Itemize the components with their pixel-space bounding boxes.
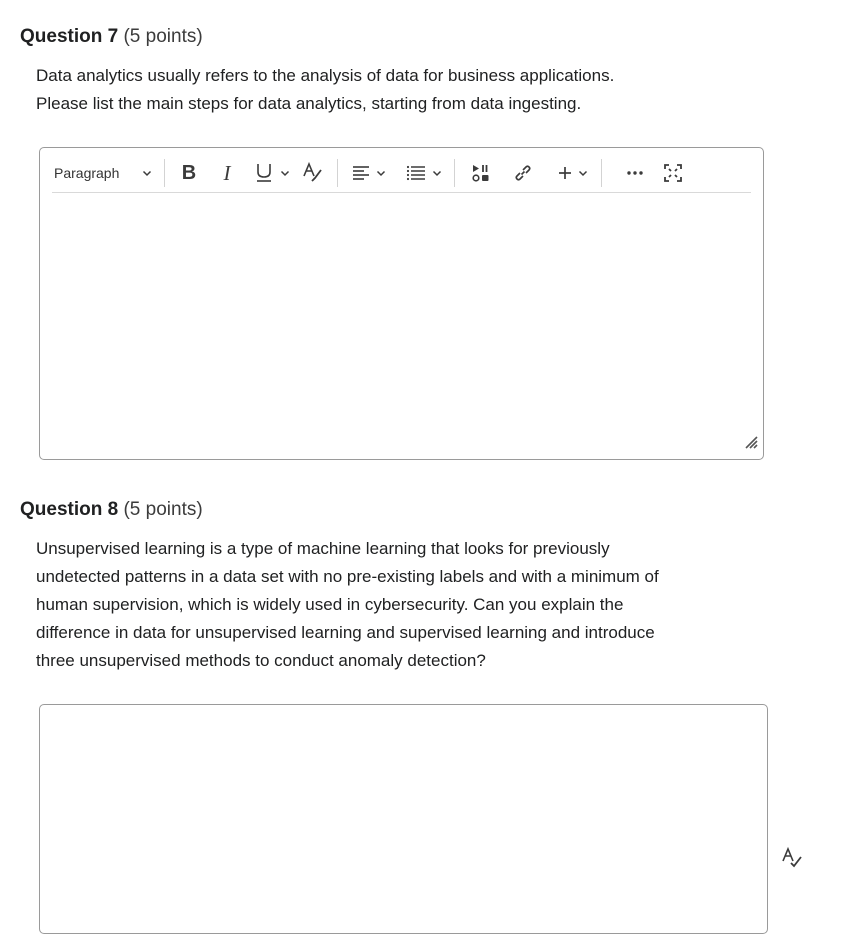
toolbar-divider	[337, 159, 338, 187]
bold-button[interactable]	[169, 158, 209, 188]
underline-button[interactable]	[249, 158, 295, 188]
question-8-answer-editor[interactable]	[39, 704, 768, 934]
prompt-line: difference in data for unsupervised learning and supervised learning and introduce	[36, 623, 655, 642]
chevron-down-icon	[432, 168, 442, 178]
more-icon	[626, 170, 644, 176]
prompt-line: Please list the main steps for data analytics, starting from data ingesting.	[36, 94, 582, 113]
list-icon	[406, 165, 426, 181]
prompt-line: three unsupervised methods to conduct anomaly detection?	[36, 651, 486, 670]
chevron-down-icon	[142, 168, 152, 178]
format-dropdown[interactable]	[52, 158, 158, 188]
toolbar-divider	[454, 159, 455, 187]
toolbar-divider	[601, 159, 602, 187]
question-7-points: (5 points)	[123, 26, 203, 47]
more-options-button[interactable]	[616, 158, 654, 188]
fullscreen-icon	[663, 163, 683, 183]
toolbar-divider	[164, 159, 165, 187]
media-icon	[471, 163, 491, 183]
list-button[interactable]	[400, 158, 448, 188]
spellcheck-icon	[780, 846, 804, 870]
format-dropdown-label: Paragraph	[54, 165, 120, 181]
align-button[interactable]	[346, 158, 392, 188]
fullscreen-button[interactable]	[658, 158, 688, 188]
link-icon	[513, 163, 533, 183]
insert-link-button[interactable]	[503, 158, 543, 188]
question-7-answer-editor	[39, 147, 764, 460]
underline-icon	[254, 162, 274, 184]
spellcheck-button[interactable]	[780, 846, 804, 875]
chevron-down-icon	[376, 168, 386, 178]
question-8-points: (5 points)	[123, 499, 203, 520]
question-7-heading	[20, 25, 203, 49]
resize-handle[interactable]	[744, 435, 758, 454]
resize-grip-icon	[744, 435, 758, 449]
editor-toolbar	[52, 154, 751, 193]
question-8-heading	[20, 498, 203, 522]
bold-icon: B	[181, 161, 197, 184]
chevron-down-icon	[578, 168, 588, 178]
align-icon	[352, 165, 370, 181]
prompt-line: Unsupervised learning is a type of machine learning that looks for previously	[36, 539, 610, 558]
question-8-prompt	[36, 535, 756, 675]
question-8-title: Question 8	[20, 499, 119, 520]
text-color-button[interactable]	[295, 158, 329, 188]
chevron-down-icon	[280, 168, 290, 178]
prompt-line: undetected patterns in a data set with no pre-existing labels and with a minimum of	[36, 567, 659, 586]
italic-icon: I	[223, 160, 231, 185]
prompt-line: human supervision, which is widely used in cybersecurity. Can you explain the	[36, 595, 624, 614]
italic-button[interactable]	[209, 158, 245, 188]
insert-icon	[558, 166, 572, 180]
insert-button[interactable]	[549, 158, 597, 188]
text-color-icon	[301, 162, 323, 184]
question-7-title: Question 7	[20, 26, 119, 47]
insert-media-button[interactable]	[459, 158, 503, 188]
question-7-answer-input[interactable]	[52, 194, 751, 445]
prompt-line: Data analytics usually refers to the analysis of data for business applications.	[36, 66, 615, 85]
question-7-prompt	[36, 62, 756, 118]
